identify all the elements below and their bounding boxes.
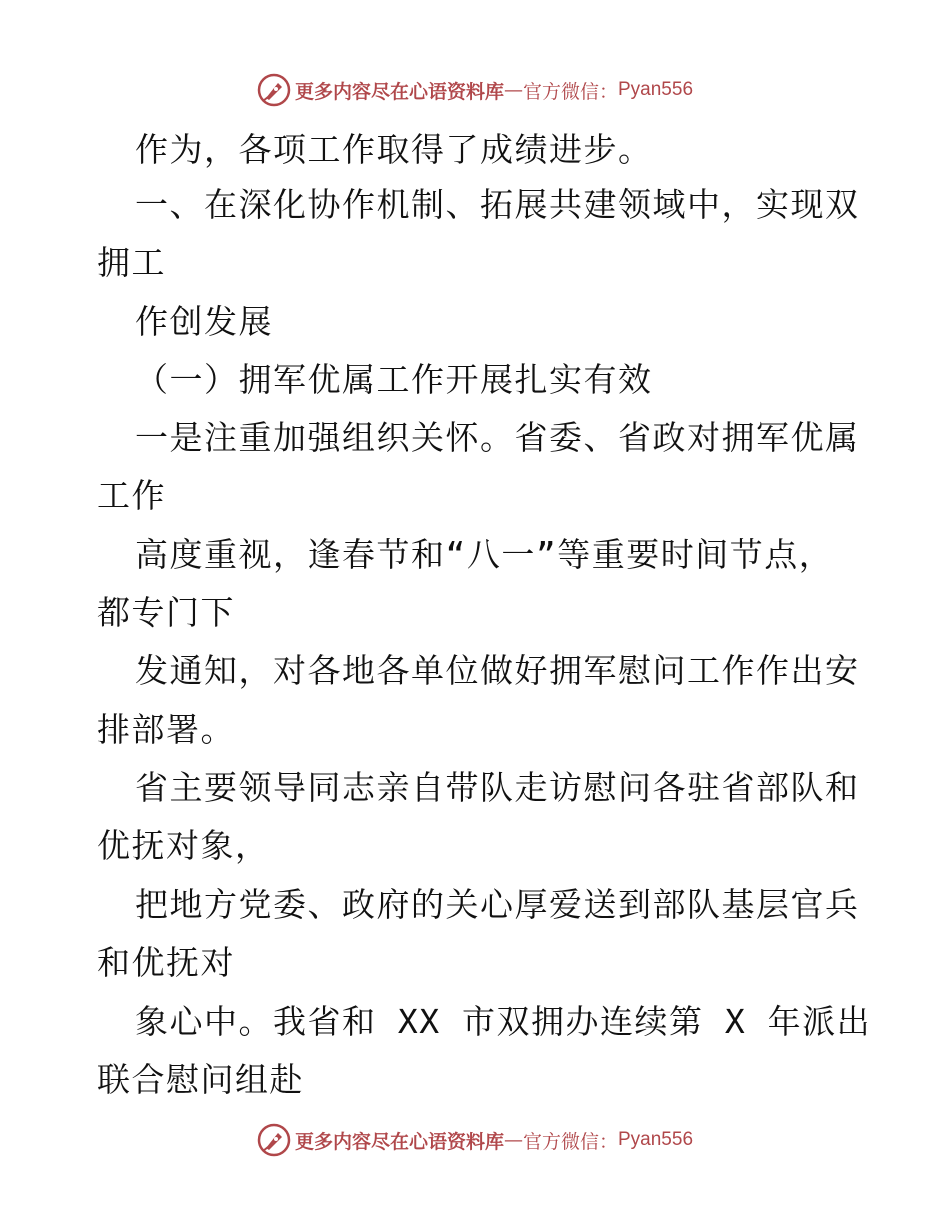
text-line-13: 优抚对象， — [97, 826, 270, 865]
text-line-10: 发通知，对各地各单位做好拥军慰问工作作出安 — [135, 651, 860, 690]
text-line-5: （一）拥军优属工作开展扎实有效 — [135, 360, 653, 399]
watermark-wechat-id: Pyan556 — [618, 1129, 694, 1150]
text-line-3: 拥工 — [97, 243, 166, 282]
text-line-8: 高度重视，逢春节和“八一”等重要时间节点， — [135, 535, 834, 574]
watermark-dash: — — [503, 79, 523, 101]
text-line-4: 作创发展 — [135, 302, 273, 341]
watermark-dash: — — [503, 1129, 523, 1151]
text-line-9: 都专门下 — [97, 593, 235, 632]
watermark-main-text: 更多内容尽在心语资料库 — [294, 80, 504, 103]
watermark-footer — [0, 1120, 950, 1160]
text-line-6: 一是注重加强组织关怀。省委、省政对拥军优属 — [135, 418, 860, 457]
text-line-2: 一、在深化协作机制、拓展共建领域中，实现双 — [135, 185, 860, 224]
watermark-sub-text: 官方微信： — [522, 1130, 618, 1153]
text-line-17: 联合慰问组赴 — [97, 1060, 304, 1099]
watermark-sub-text: 官方微信： — [522, 80, 618, 103]
watermark-wechat-id: Pyan556 — [618, 79, 694, 100]
text-line-12: 省主要领导同志亲自带队走访慰问各驻省部队和 — [135, 768, 860, 807]
text-line-11: 排部署。 — [97, 710, 235, 749]
text-line-15: 和优抚对 — [97, 943, 235, 982]
text-line-7: 工作 — [97, 476, 166, 515]
pen-nib-logo-icon — [257, 1123, 291, 1157]
watermark-main-text: 更多内容尽在心语资料库 — [294, 1130, 504, 1153]
text-line-16: 象心中。我省和 XX 市双拥办连续第 X 年派出 — [135, 1002, 872, 1041]
pen-nib-logo-icon — [257, 73, 291, 107]
text-line-14: 把地方党委、政府的关心厚爱送到部队基层官兵 — [135, 885, 860, 924]
watermark-header — [0, 70, 950, 110]
text-line-1: 作为，各项工作取得了成绩进步。 — [135, 130, 653, 169]
